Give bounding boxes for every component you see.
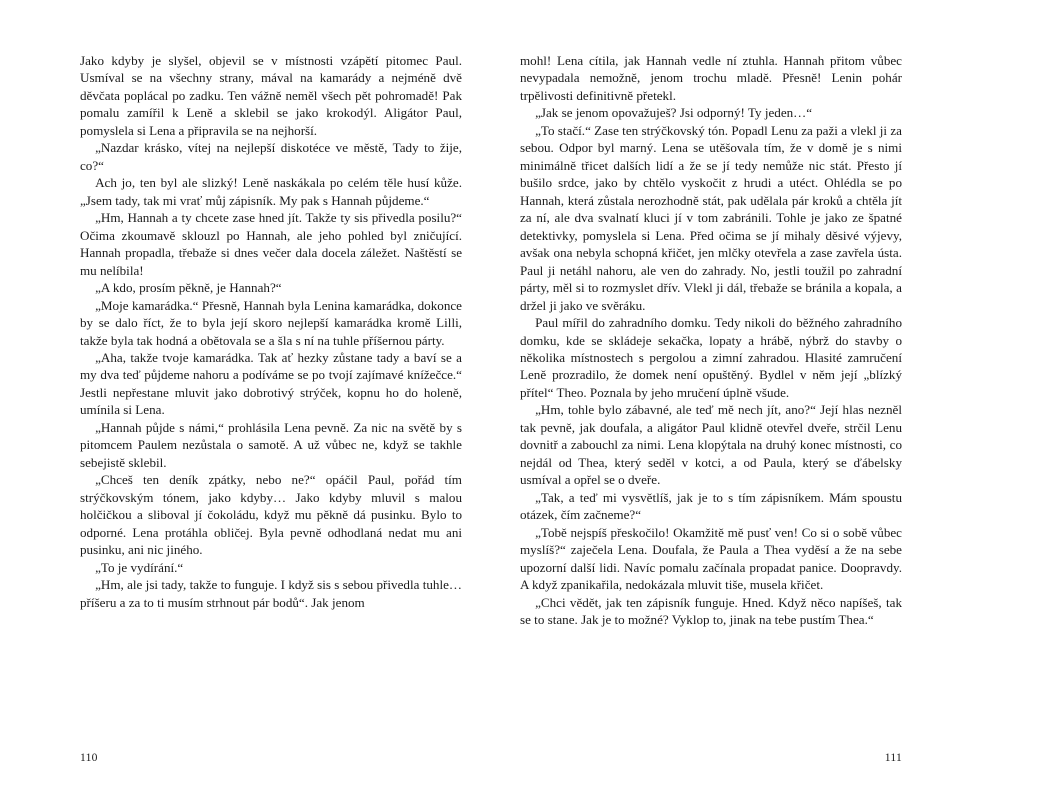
paragraph: „To stačí.“ Zase ten strýčkovský tón. Popadl Lenu za paži a vlekl ji za sebou. Odpor byl marný. Lena se utěšovala tím, že v domě je s nimi minimálně třicet dalších lidí a že se jí tedy nemůže nic stát. Přesto jí bušilo srdce, jako by chtělo vyskočit z hrudi a utéct. Ohlédla se po Hannah, která zůstala nerozhodně stát, pak udělala pár kroků a chtěla jít za ní, ale dva svalnatí kluci jí v tom zabránili. Tohle je jako ze špatné detektivky, pomyslela si Lena. Před očima se jí mihaly děsivé výjevy, avšak ona nebyla schopná křičet, jen mlčky otevřela a zase zavřela ústa. Paul ji netáhl nahoru, ale ven do zahrady. No, jestli toužil po zahradní párty, měl si to rozmyslet dřív. Vlekl ji dál, třebaže se bránila a kopala, a držel ji jako ve svěráku. <box>520 122 902 313</box>
left-page <box>80 52 462 800</box>
page-number-right: 111 <box>884 751 902 764</box>
paragraph: „Chceš ten deník zpátky, nebo ne?“ opáčil Paul, pořád tím strýčkovským tónem, jako kdyby… Jako kdyby mluvil s malou holčičkou a sliboval jí čokoládu, když mu pěkně dá pusinku. Bylo to odporné. Lena protáhla obličej. Byla pevně odhodlaná nedat mu ani pusinku, ani nic jiného. <box>80 472 462 558</box>
right-page <box>520 52 902 800</box>
paragraph: „Aha, takže tvoje kamarádka. Tak ať hezky zůstane tady a baví se a my dva teď půjdeme nahoru a podíváme se po tvojí zajímavé knížečce.“ Jestli nepřestane mluvit jako dobrotivý strýček, kopnu ho do holeně, umínila si Lena. <box>80 349 462 418</box>
paragraph: „Chci vědět, jak ten zápisník funguje. Hned. Když něco napíšeš, tak se to stane. Jak je to možné? Vyklop to, jinak na tebe pustím Thea.“ <box>520 594 902 627</box>
left-page-text-column <box>80 52 462 611</box>
paragraph: „Hm, tohle bylo zábavné, ale teď mě nech jít, ano?“ Její hlas nezněl tak pevně, jak doufala, a aligátor Paul klidně otevřel dveře, strčil Lenu dovnitř a zabouchl za nimi. Lena klopýtala na druhý konec místnosti, co nejdál od Thea, který seděl v kotci, a od Paula, který se ďábelsky usmíval a opřel se o dveře. <box>520 402 902 488</box>
paragraph: Paul mířil do zahradního domku. Tedy nikoli do běžného zahradního domku, kde se skládeje sekačka, lopaty a hrábě, nýbrž do stavby o několika místnostech s pergolou a zimní zahradou. Hlasité zamručení Leně prozradilo, že domek není opuštěný. Bydlel v něm její „blízký přítel“ Theo. Poznala by jeho mručení úplně všude. <box>520 315 902 400</box>
paragraph: „To je vydírání.“ <box>95 559 184 575</box>
paragraph: „Tobě nejspíš přeskočilo! Okamžitě mě pusť ven! Co si o sobě vůbec myslíš?“ zaječela Lena. Doufala, že Paula a Thea vyděsí a že na sebe upozorní další lidi. Navíc pomalu začínala propadat panice. Doopravdy. A když zpanikařila, nedokázala mluvit tiše, musela křičet. <box>520 524 902 593</box>
paragraph: „Nazdar krásko, vítej na nejlepší diskotéce ve městě, Tady to žije, co?“ <box>80 140 462 173</box>
page-number-left: 110 <box>80 751 98 764</box>
paragraph: „Moje kamarádka.“ Přesně, Hannah byla Lenina kamarádka, dokonce by se dalo říct, že to byla její skoro nejlepší kamarádka kromě Lilli, takže byla tak hodná a obětovala se a šla s ní na tuhle příšernou párty. <box>80 297 462 348</box>
paragraph: Jako kdyby je slyšel, objevil se v místnosti vzápětí pitomec Paul. Usmíval se na všechny strany, mával na kamarády a nejméně dvě děvčata poplácal po zadku. Ten vážně neměl všech pět pohromadě! Pak pomalu zamířil k Leně a sklebil se jako krokodýl. Aligátor Paul, pomyslela si Lena a připravila se na nejhorší. <box>80 53 462 138</box>
paragraph: „Hannah půjde s námi,“ prohlásila Lena pevně. Za nic na světě by s pitomcem Paulem nezůstala o samotě. A už vůbec ne, když se takhle sebejistě sklebil. <box>80 419 462 470</box>
paragraph: „A kdo, prosím pěkně, je Hannah?“ <box>95 280 282 296</box>
paragraph: Ach jo, ten byl ale slizký! Leně naskákala po celém těle husí kůže. „Jsem tady, tak mi vrať můj zápisník. My pak s Hannah půjdeme.“ <box>80 175 462 208</box>
paragraph: „Hm, ale jsi tady, takže to funguje. I když sis s sebou přivedla tuhle… příšeru a za to ti musím strhnout pár bodů“. Jak jenom <box>80 577 462 610</box>
right-page-text-column <box>520 52 902 628</box>
paragraph: „Tak, a teď mi vysvětlíš, jak je to s tím zápisníkem. Mám spoustu otázek, čím začneme?“ <box>520 489 902 523</box>
paragraph: „Jak se jenom opovažuješ? Jsi odporný! Ty jeden…“ <box>535 105 813 121</box>
paragraph: „Hm, Hannah a ty chcete zase hned jít. Takže ty sis přivedla posilu?“ Očima zkoumavě sklouzl po Hannah, ale jeho pohled byl zničující. Hannah propadla, třebaže si dnes večer dala docela záležet. Naštěstí se mu nelíbila! <box>80 210 462 278</box>
paragraph: mohl! Lena cítila, jak Hannah vedle ní ztuhla. Hannah přitom vůbec nevypadala nemožně, jenom trochu mladě. Přesně! Lenin pohár trpělivosti definitivně přetekl. <box>520 53 902 103</box>
